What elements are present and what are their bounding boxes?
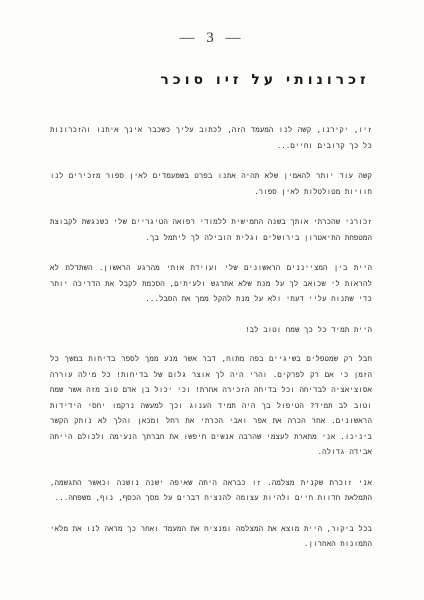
paragraph: זכורני שהכרתי אותך בשנה החמישית ללמודי רפואה הטיגריים שלי כשנגשת לקבוצת המטפחת התיאטרון בירושלים וגלית הובילה לך ליתמל בך. bbox=[50, 217, 372, 242]
paragraph: חבל רק שמטפלים בשיגיים בפה מתוח, דבר אשר מנע ממך לספר בדיחות במשך כל הזמן כי אם רק לפרקים. והרי היה לך אוצר גלום של בדיחות! כל מילה עוררה אסוציאציה לבדיחה וכל בדיחה הזכירה אחרת! וכי יכול בן אדם טוב מזה אשר שמח וטוב לב תמיד? הטיפול בך היה תמיד הענוג וכך למעשה נרקמו יחסי הידידות הראשונים. אחר הכרה את אפר ואבי הכרתי את רחל ומכאן והלך לא נותק הקשר בינינו. אני מתארת לעצמי שהרבה אנשים חיפשו את חברתך הנעימה ולכולם הייתה אבידה גדולה. bbox=[50, 354, 372, 456]
document-body bbox=[50, 122, 372, 567]
paragraph: היית תמיד כל כך שמח וטוב לב! bbox=[245, 324, 372, 334]
paragraph: בכל ביקור, היית מוצא את המצלמה ומנציח את המעמד ואחר כך מראה לנו את מלאי התמונות האחרון. bbox=[50, 523, 372, 548]
page-number: — 3 — bbox=[179, 30, 245, 46]
paragraph: זיו, יקירנו, קשה לנו המעמד הזה, לכתוב עליך כשכבר אינך איתנו והזכרונות כל כך קרובים וחיים... bbox=[50, 125, 372, 150]
paragraph: קשה עוד יותר להאמין שלא תהיה אתנו בפרט בשמעמדים לאין ספור מזכירים לנו חוויות מטולטלות לאין ספור. bbox=[50, 171, 372, 196]
paragraph: היית בין המצייננים הראשונים שלי ועוידת אותי מהרגע הראשון. השתדלת לא להראות לי שכואב לך על מנת שלא אתרגש ולעיתים, הסכמת לקבל את הדריכה יותר כדי שתנוח עליי דעתי ולא על מנת להקל ממך את הסבל... bbox=[50, 263, 372, 303]
document-title: זכרונותי על זיו סוכר bbox=[160, 72, 370, 88]
paragraph: אני זוכרת שקנית מצלמה. זו כבראה היתה שאיפה ישנה נושנה וכאשר התגשמה, התמלאת חדוות חיים ולהיות עצומה להנציח דברים על מסך הכסף, נוף, משפחה... bbox=[50, 477, 372, 502]
